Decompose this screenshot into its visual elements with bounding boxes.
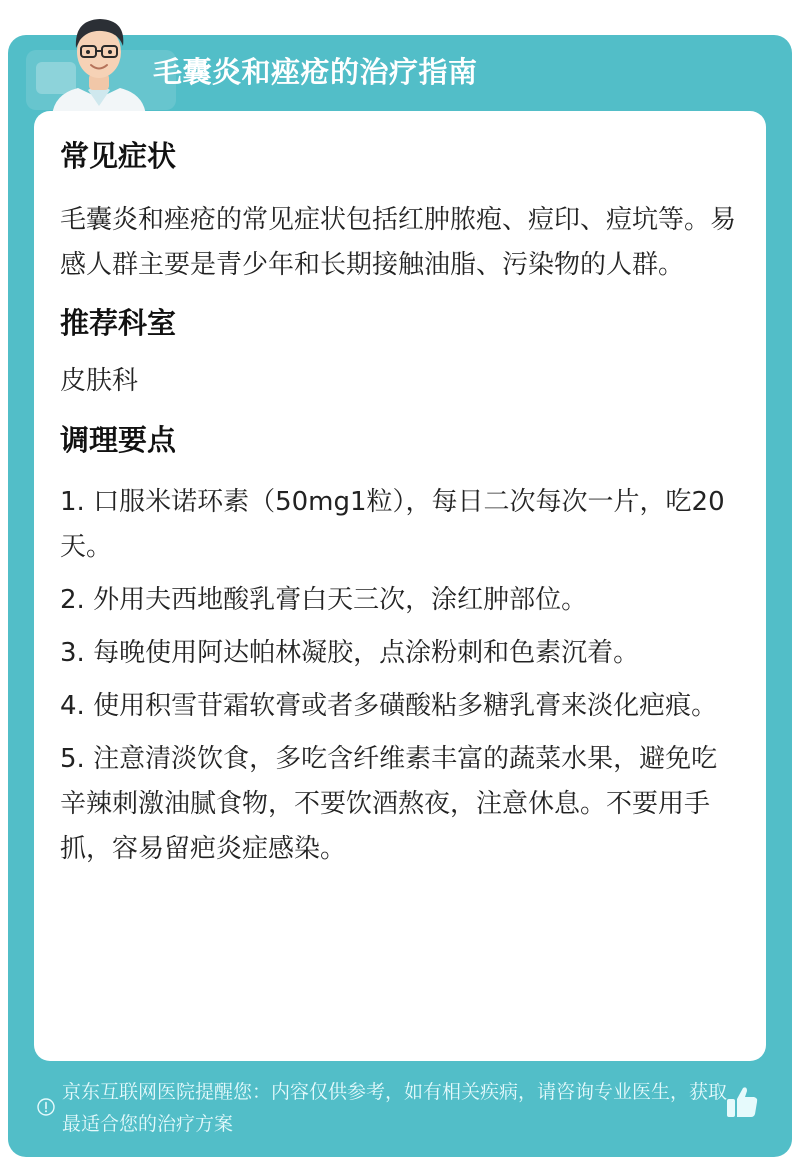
- care-heading: 调理要点: [60, 423, 177, 457]
- care-list: [60, 480, 740, 872]
- list-item: 4. 使用积雪苷霜软膏或者多磺酸粘多糖乳膏来淡化疤痕。: [60, 691, 718, 721]
- list-item: 3. 每晚使用阿达帕林凝胶，点涂粉刺和色素沉着。: [60, 638, 640, 668]
- page-title: 毛囊炎和痤疮的治疗指南: [153, 55, 478, 89]
- thumbs-up-icon[interactable]: [725, 1084, 759, 1120]
- info-circle-icon: [37, 1098, 55, 1116]
- list-item: 2. 外用夫西地酸乳膏白天三次，涂红肿部位。: [60, 585, 588, 615]
- doctor-avatar: [44, 6, 154, 116]
- list-item: 5. 注意清淡饮食，多吃含纤维素丰富的蔬菜水果，避免吃辛辣刺激油腻食物，不要饮酒熬夜，注意休息。不要用手抓，容易留疤炎症感染。: [60, 744, 718, 864]
- disclaimer-text: 京东互联网医院提醒您：内容仅供参考，如有相关疾病，请咨询专业医生，获取最适合您的治疗方案: [62, 1081, 728, 1135]
- department-heading: 推荐科室: [60, 306, 177, 340]
- list-item: 1. 口服米诺环素（50mg1粒），每日二次每次一片，吃20天。: [60, 487, 725, 562]
- department-text: 皮肤科: [60, 366, 139, 396]
- content-card: [34, 111, 766, 1061]
- symptoms-heading: 常见症状: [60, 139, 177, 173]
- symptoms-text: 毛囊炎和痤疮的常见症状包括红肿脓疱、痘印、痘坑等。易感人群主要是青少年和长期接触油脂、污染物的人群。: [60, 205, 737, 280]
